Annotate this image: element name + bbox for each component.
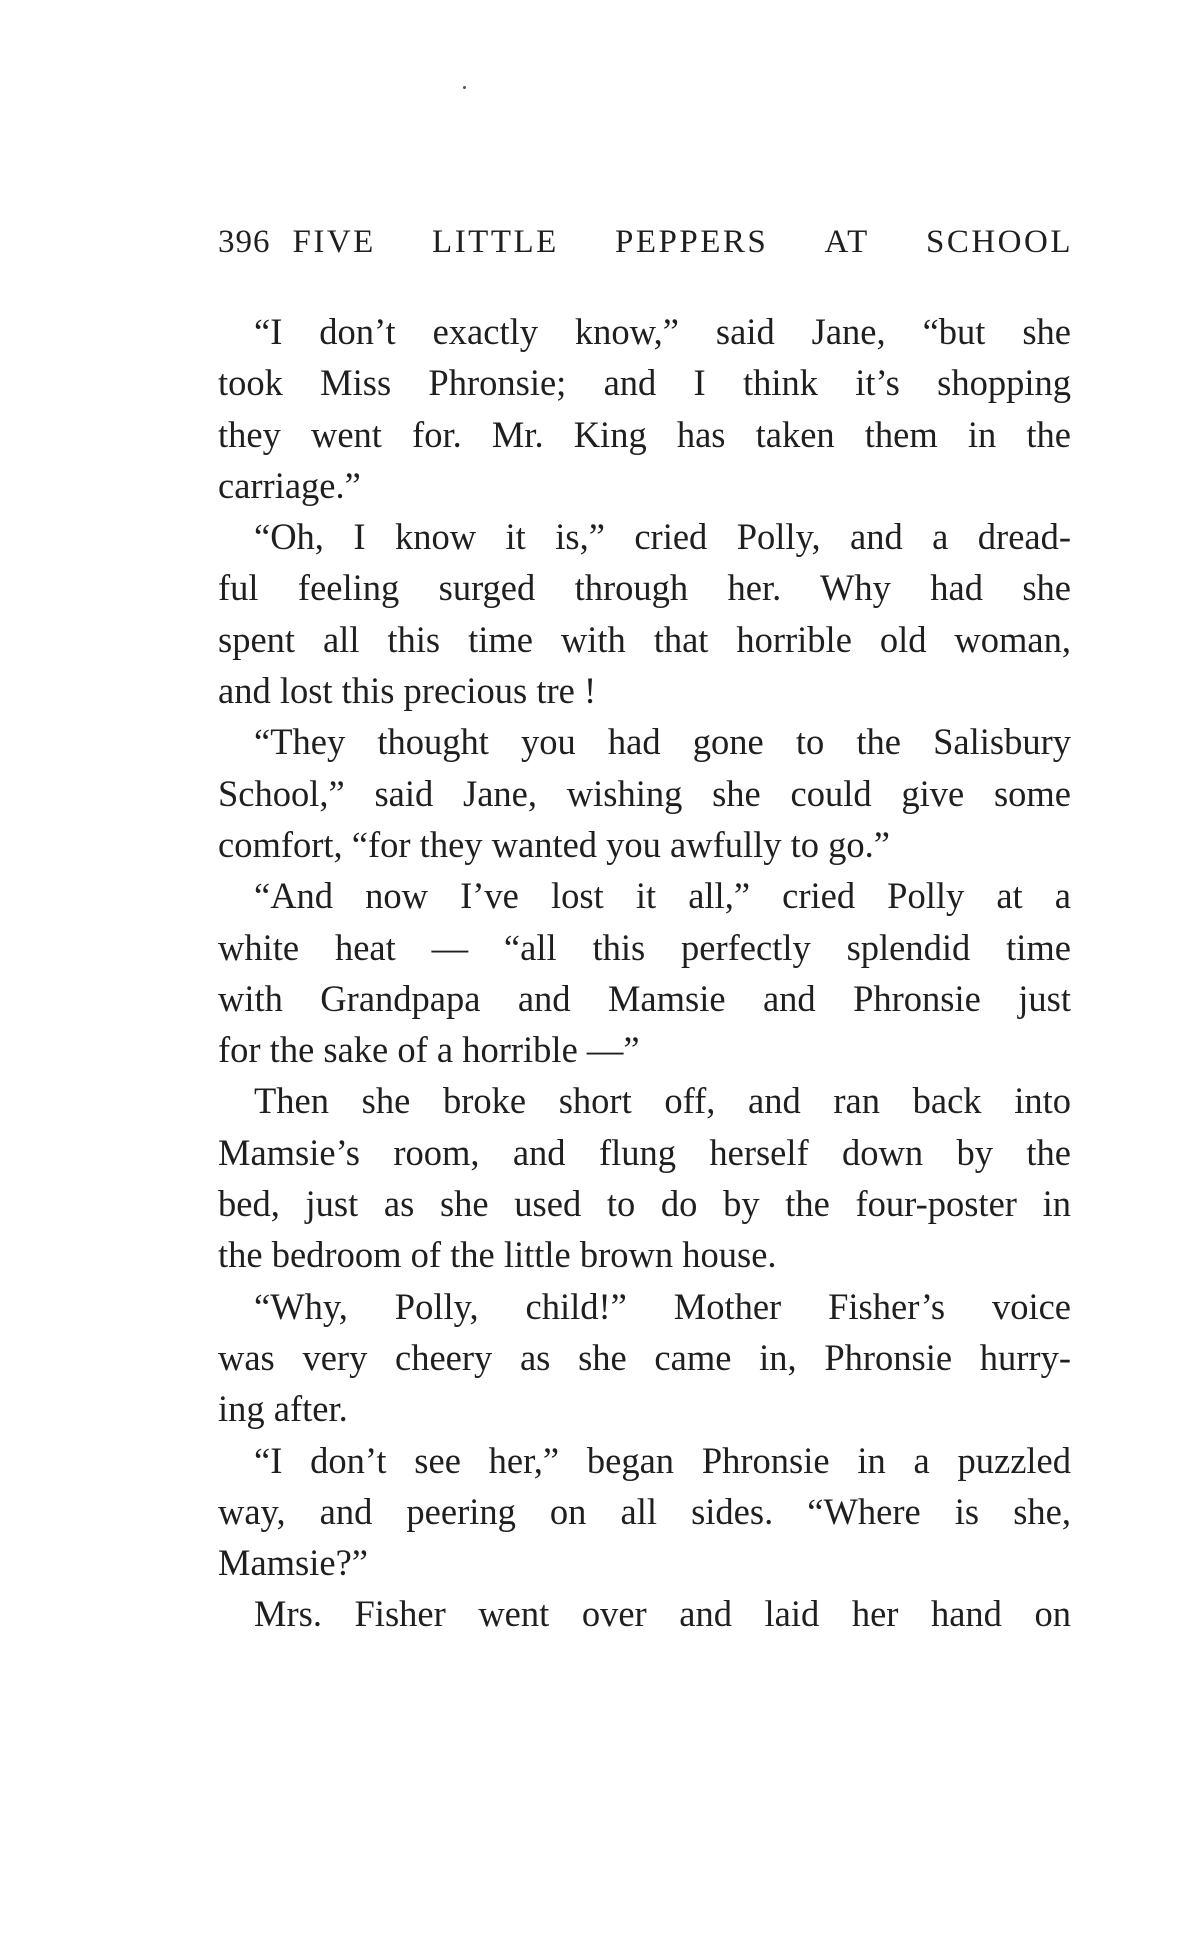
text-line: carriage.” xyxy=(218,464,361,506)
text-line: “Why, Polly, child!” Mother Fisher’s voice xyxy=(254,1285,1071,1327)
paragraph xyxy=(218,1588,1071,1639)
text-line: Then she broke short off, and ran back into xyxy=(254,1080,1071,1122)
print-speck xyxy=(463,86,466,89)
text-line: Mrs. Fisher went over and laid her hand on xyxy=(254,1593,1071,1635)
paragraph xyxy=(218,1075,1071,1280)
paragraph xyxy=(218,1281,1071,1435)
text-line: “And now I’ve lost it all,” cried Polly at a xyxy=(254,875,1071,917)
text-line: spent all this time with that horrible old woman, xyxy=(218,618,1071,660)
running-title-word: FIVE xyxy=(292,224,376,260)
text-line: the bedroom of the little brown house. xyxy=(218,1234,777,1276)
text-line: they went for. Mr. King has taken them in the xyxy=(218,413,1071,455)
text-line: ing after. xyxy=(218,1388,348,1430)
text-line: “Oh, I know it is,” cried Polly, and a dread- xyxy=(254,516,1071,558)
running-title-word: LITTLE xyxy=(432,224,559,260)
text-line: for the sake of a horrible —” xyxy=(218,1029,640,1071)
text-line: with Grandpapa and Mamsie and Phronsie just xyxy=(218,977,1071,1019)
running-title-word: PEPPERS xyxy=(615,224,769,260)
paragraph xyxy=(218,1435,1071,1589)
text-line: ful feeling surged through her. Why had she xyxy=(218,567,1071,609)
text-line: “They thought you had gone to the Salisbury xyxy=(254,721,1071,763)
running-head xyxy=(218,222,1073,262)
text-line: comfort, “for they wanted you awfully to go.” xyxy=(218,823,891,865)
text-line: bed, just as she used to do by the four-poster in xyxy=(218,1183,1071,1225)
text-line: and lost this precious tre ! xyxy=(218,670,597,712)
text-line: took Miss Phronsie; and I think it’s shopping xyxy=(218,362,1071,404)
text-line: School,” said Jane, wishing she could give some xyxy=(218,772,1071,814)
paragraph xyxy=(218,870,1071,1075)
text-line: “I don’t see her,” began Phronsie in a puzzled xyxy=(254,1439,1071,1481)
running-title xyxy=(293,222,1074,262)
text-line: white heat — “all this perfectly splendid time xyxy=(218,926,1071,968)
body-text xyxy=(218,306,1071,1640)
text-line: was very cheery as she came in, Phronsie hurry- xyxy=(218,1336,1071,1378)
text-line: Mamsie’s room, and flung herself down by the xyxy=(218,1131,1071,1173)
paragraph xyxy=(218,716,1071,870)
running-title-word: AT xyxy=(824,224,870,260)
text-line: “I don’t exactly know,” said Jane, “but she xyxy=(254,311,1071,352)
running-title-word: SCHOOL xyxy=(925,224,1073,260)
text-line: way, and peering on all sides. “Where is she, xyxy=(218,1490,1071,1532)
paragraph xyxy=(218,306,1071,511)
page-number: 396 xyxy=(218,224,271,260)
paragraph xyxy=(218,511,1071,716)
text-line: Mamsie?” xyxy=(218,1542,368,1584)
